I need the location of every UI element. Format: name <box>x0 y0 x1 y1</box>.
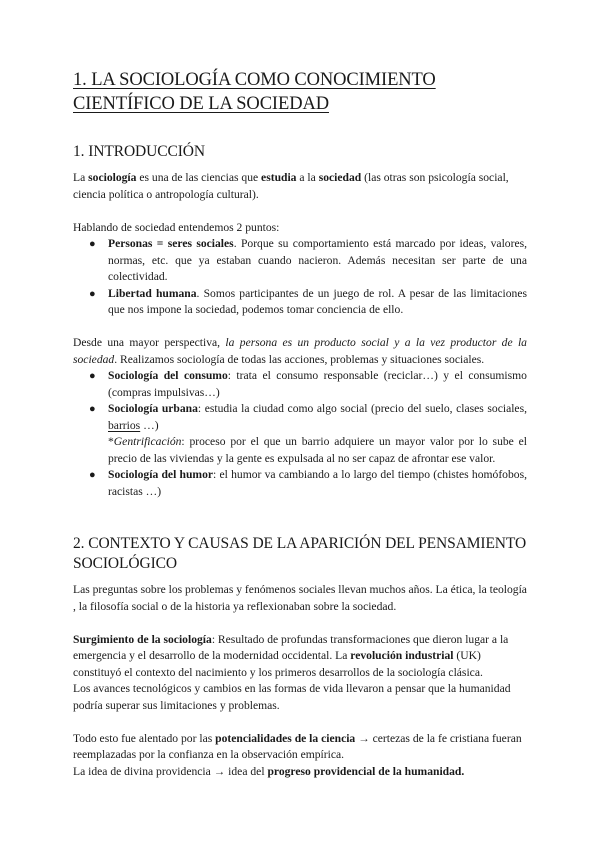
underlined-term: barrios <box>108 418 141 432</box>
bullet-icon: ● <box>89 403 96 415</box>
bullet-icon: ● <box>89 238 96 250</box>
bold-term: sociedad <box>318 171 362 184</box>
text-run: (UK) constituyó el contexto del nacimiento y los primeros desarrollos de la sociología clásica. <box>73 649 483 679</box>
points-list <box>73 236 527 319</box>
bold-term: Libertad humana <box>108 286 197 300</box>
text-run: …) <box>140 418 159 432</box>
text-run: Desde una mayor perspectiva, <box>73 336 226 349</box>
text-run: → certezas de la fe cristiana fueran reemplazadas por la confianza en la observación empírica. <box>73 731 522 761</box>
text-run: : proceso por el que un barrio adquiere un mayor valor por lo sube el precio de las viviendas y la gente es expulsada al no ser capaz de afrontar ese valor. <box>108 435 527 465</box>
points-lead: Hablando de sociedad entendemos 2 puntos: <box>73 220 280 234</box>
bold-term: progreso providencial de la humanidad. <box>267 764 465 778</box>
list-item <box>73 236 527 286</box>
section-2-paragraph-2 <box>73 632 527 682</box>
list-item <box>73 368 527 401</box>
text-run: a la <box>296 171 319 184</box>
italic-term: Gentrificación <box>113 435 182 448</box>
section-2-paragraph-4 <box>73 731 527 764</box>
bold-term: revolución industrial <box>350 649 454 662</box>
text-run: Todo esto fue alentado por las <box>73 731 216 745</box>
note-prefix: * <box>108 435 114 448</box>
bullet-icon: ● <box>89 287 96 300</box>
bold-term: Sociología del humor <box>108 468 214 481</box>
text-run: : trata el consumo responsable (reciclar…) y el consumismo (compras impulsivas…) <box>108 369 527 399</box>
section-2-paragraph-3: Los avances tecnológicos y cambios en las formas de vida llevaron a pensar que la humanidad podría superar sus limitaciones y problemas. <box>73 682 511 712</box>
sociology-types-list <box>73 368 527 434</box>
sociology-types-list-cont <box>73 467 527 500</box>
text-run: : Resultado de profundas transformaciones que dieron lugar a la emergencia y el desarrollo de la modernidad occidental. La <box>73 632 509 662</box>
bold-term: sociología <box>88 171 137 184</box>
text-run: es una de las ciencias que <box>136 171 262 184</box>
bold-term: Sociología del consumo <box>108 369 228 382</box>
intro-paragraph <box>73 170 527 203</box>
text-run: : estudia la ciudad como algo social (precio del suelo, clases sociales, <box>197 402 527 415</box>
list-item <box>73 401 527 434</box>
bullet-icon: ● <box>89 469 96 481</box>
text-run: . Realizamos sociología de todas las acciones, problemas y situaciones sociales. <box>114 352 485 366</box>
bullet-icon: ● <box>89 370 96 382</box>
list-item <box>73 467 527 500</box>
perspective-paragraph <box>73 335 527 368</box>
section-2-heading: 2. CONTEXTO Y CAUSAS DE LA APARICIÓN DEL PENSAMIENTO SOCIOLÓGICO <box>73 535 527 572</box>
text-run: : el humor va cambiando a lo largo del tiempo (chistes homófobos, racistas …) <box>108 468 527 498</box>
list-item <box>73 286 527 319</box>
section-2-paragraph-5 <box>73 764 527 781</box>
bold-term: potencialidades de la ciencia <box>215 731 356 745</box>
text-run: . Somos participantes de un juego de rol. A pesar de las limitaciones que nos impone la sociedad, podemos tomar conciencia de ello. <box>108 286 527 316</box>
bold-term: estudia <box>261 171 297 184</box>
text-run: . Porque su comportamiento está marcado por ideas, valores, normas, etc. que ya estaban cuando nacieron. Además necesitan ser parte de una colectividad. <box>108 237 528 283</box>
bold-term: Personas = seres sociales <box>108 237 234 250</box>
bold-term: Surgimiento de la sociología <box>73 632 212 646</box>
text-run: La <box>73 171 89 184</box>
bold-term: Sociología urbana <box>108 402 198 415</box>
section-1-heading: 1. INTRODUCCIÓN <box>73 143 205 160</box>
section-2-paragraph-1: Las preguntas sobre los problemas y fenómenos sociales llevan muchos años. La ética, la teología , la filosofía social o de la historia ya reflexionaban sobre la sociedad. <box>73 583 527 613</box>
document-title: 1. LA SOCIOLOGÍA COMO CONOCIMIENTO CIENTÍFICO DE LA SOCIEDAD <box>73 70 436 114</box>
italic-phrase: la persona es un producto social y a la vez productor de la sociedad <box>73 336 527 366</box>
text-run: (las otras son psicología social, ciencia política o antropología cultural). <box>73 171 509 201</box>
text-run: La idea de divina providencia → idea del <box>73 764 268 778</box>
gentrification-note <box>73 434 527 467</box>
